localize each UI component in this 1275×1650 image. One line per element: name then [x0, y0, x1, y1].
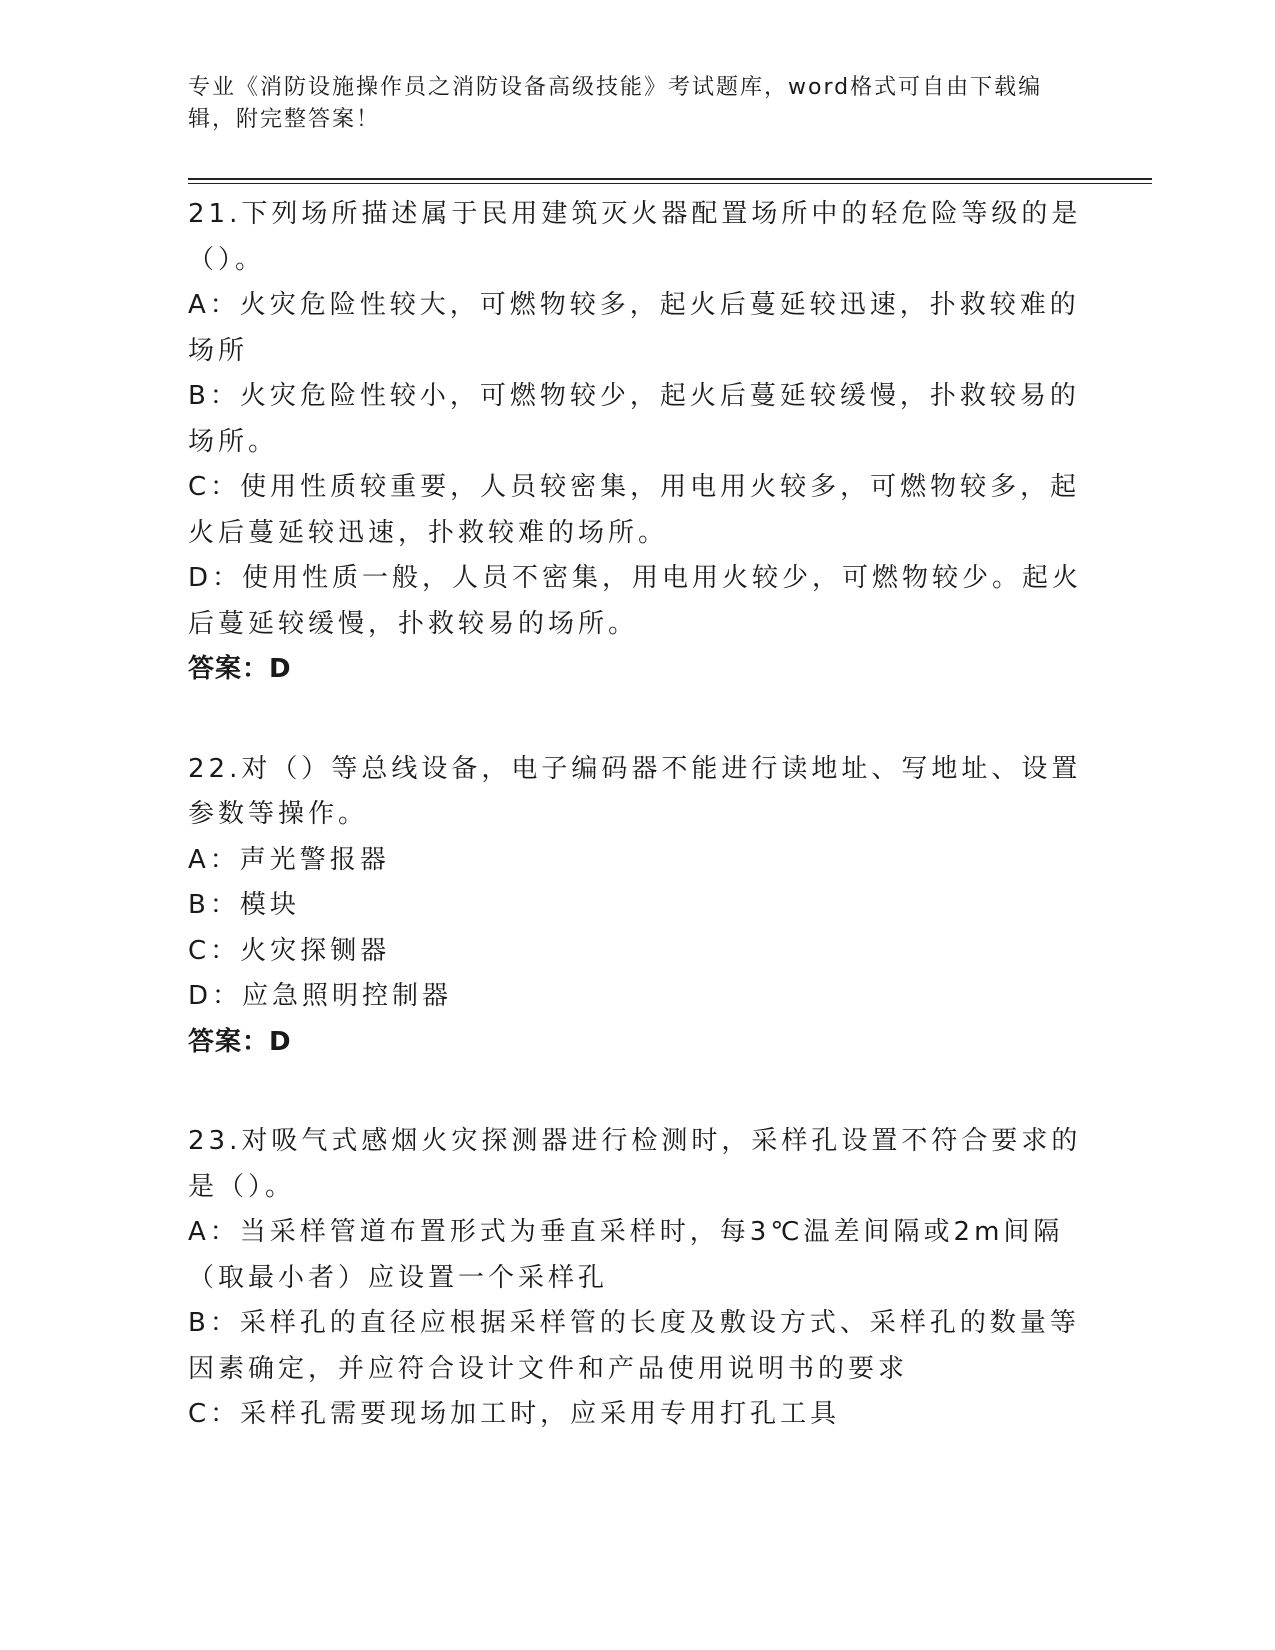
question-23 — [188, 1119, 1088, 1438]
question-stem: 22.对（）等总线设备，电子编码器不能进行读地址、写地址、设置参数等操作。 — [188, 753, 1082, 829]
question-list — [188, 192, 1088, 1492]
option-d: D：使用性质一般，人员不密集，用电用火较少，可燃物较少。起火后蔓延较缓慢，扑救较易的场所。 — [188, 563, 1083, 639]
question-stem: 21.下列场所描述属于民用建筑灭火器配置场所中的轻危险等级的是（）。 — [188, 199, 1082, 275]
option-b: B：采样孔的直径应根据采样管的长度及敷设方式、采样孔的数量等因素确定，并应符合设计文件和产品使用说明书的要求 — [188, 1308, 1080, 1384]
option-b: B：火灾危险性较小，可燃物较少，起火后蔓延较缓慢，扑救较易的场所。 — [188, 381, 1080, 457]
option-c: C：火灾探铡器 — [188, 935, 391, 966]
option-c: C：采样孔需要现场加工时，应采用专用打孔工具 — [188, 1399, 841, 1429]
document-header: 专业《消防设施操作员之消防设备高级技能》考试题库，word格式可自由下载编辑，附完整答案！ — [188, 75, 1043, 132]
option-a: A：火灾危险性较大，可燃物较多，起火后蔓延较迅速，扑救较难的场所 — [188, 290, 1080, 366]
header-divider-thin — [188, 183, 1152, 184]
option-c: C：使用性质较重要，人员较密集，用电用火较多，可燃物较多，起火后蔓延较迅速，扑救较难的场所。 — [188, 472, 1081, 548]
answer: 答案：D — [188, 654, 292, 684]
question-21 — [188, 192, 1088, 693]
option-a: A：当采样管道布置形式为垂直采样时，每3℃温差间隔或2m间隔（取最小者）应设置一个采样孔 — [188, 1217, 1064, 1293]
option-d: D：应急照明控制器 — [188, 981, 453, 1011]
answer: 答案：D — [188, 1026, 292, 1057]
question-22 — [188, 747, 1088, 1066]
option-b: B：模块 — [188, 890, 300, 920]
option-a: A：声光警报器 — [188, 844, 390, 875]
question-stem: 23.对吸气式感烟火灾探测器进行检测时，采样孔设置不符合要求的是（）。 — [188, 1126, 1082, 1202]
header-divider-thick — [188, 178, 1152, 180]
